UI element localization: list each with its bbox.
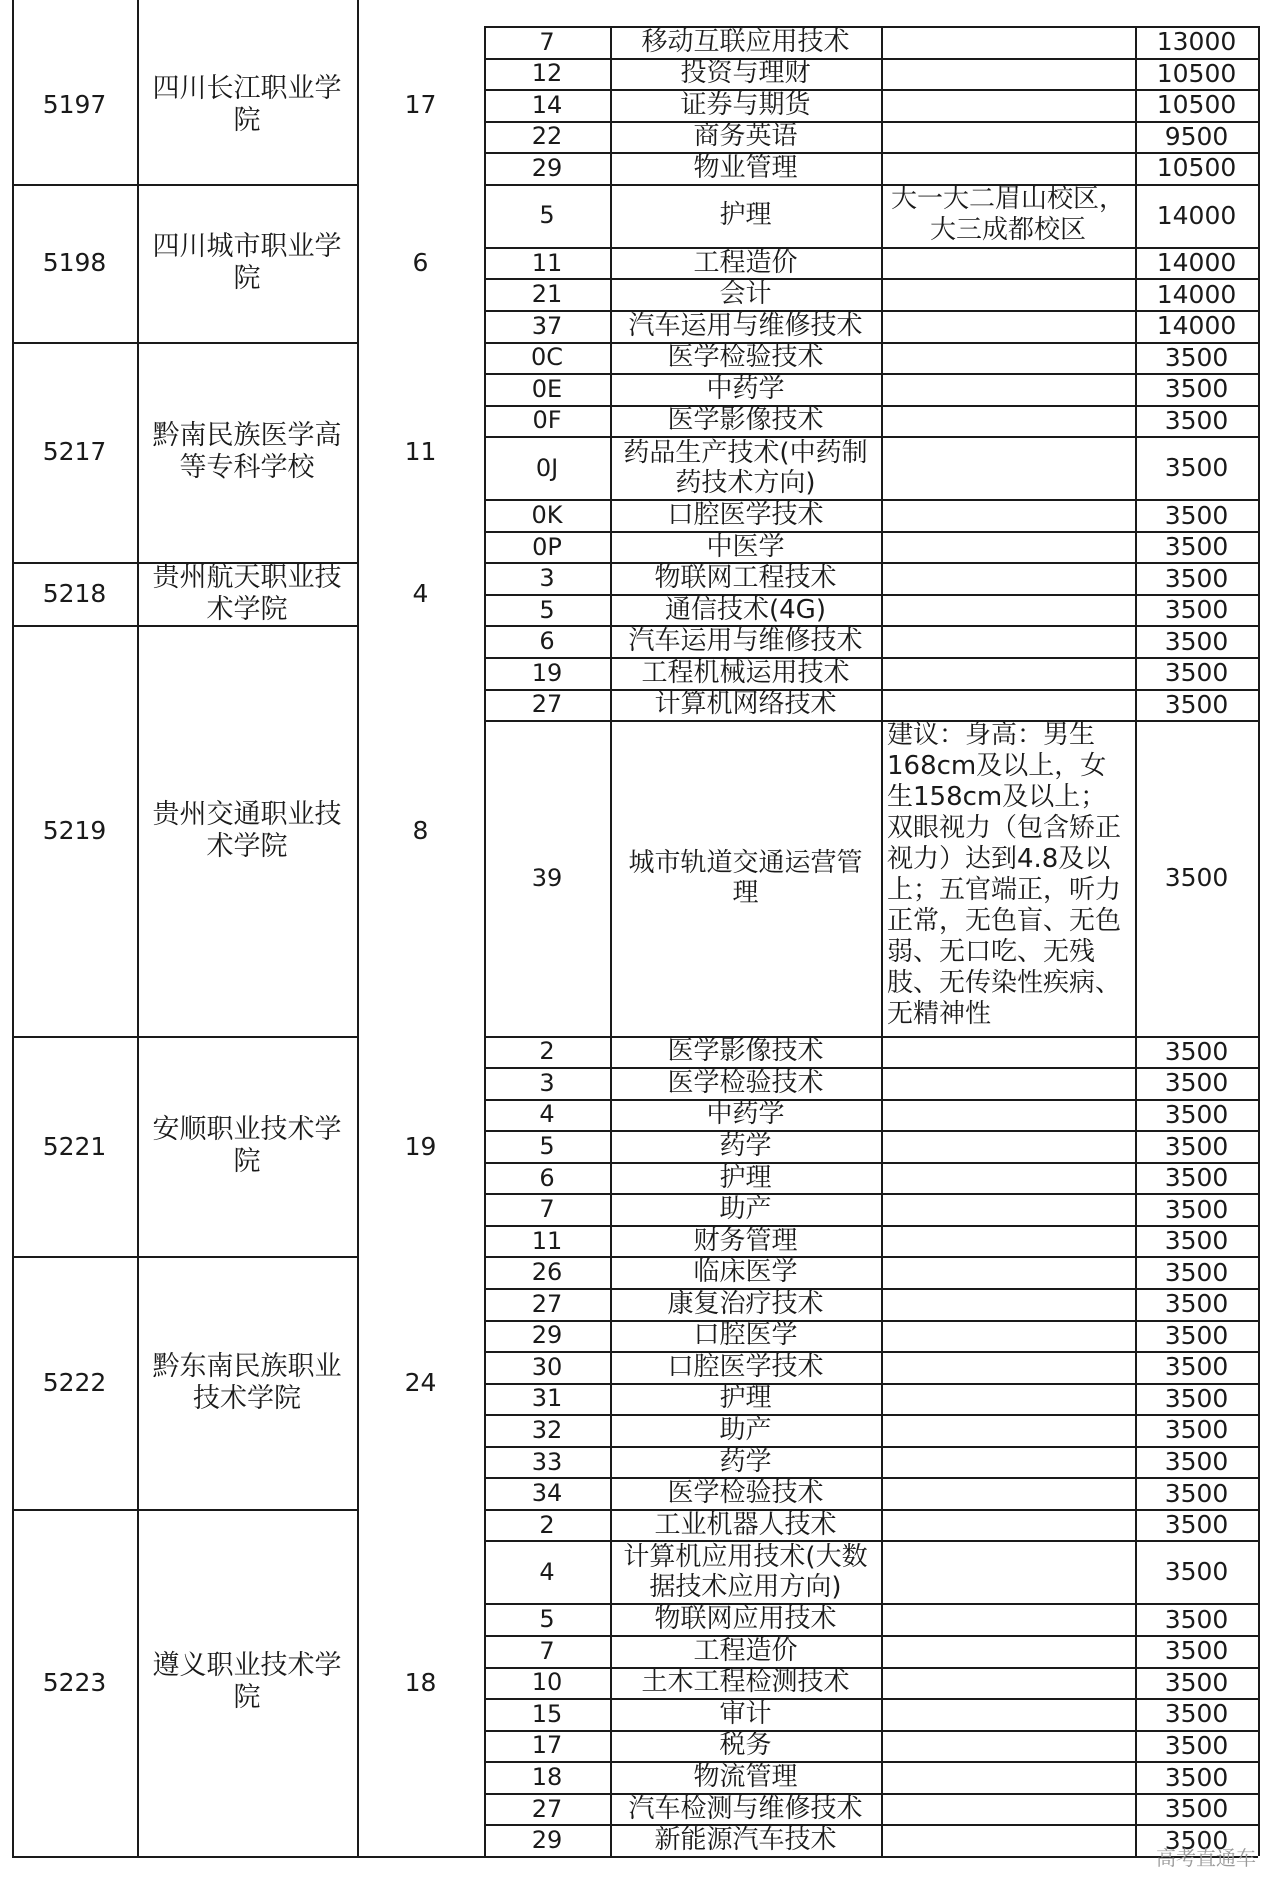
remark-cell: 大一大二眉山校区，大三成都校区 [890, 184, 1125, 246]
grid-line [1258, 26, 1260, 1856]
major-code-cell: 27 [531, 690, 563, 719]
major-name-cell: 移动互联应用技术 [641, 26, 850, 57]
remark-cell [881, 1225, 1135, 1257]
tuition-cell: 3500 [1164, 1415, 1229, 1445]
watermark-text: 高考直通车 [1156, 1846, 1256, 1870]
tuition-cell: 3500 [1164, 563, 1229, 593]
plan-count-cell: 19 [404, 1131, 437, 1161]
major-name-cell: 中药学 [706, 1099, 785, 1130]
remark-cell [881, 152, 1135, 184]
tuition-cell: 3500 [1164, 1099, 1229, 1129]
major-code-cell: 4 [539, 1100, 555, 1129]
school-name-cell: 黔南民族医学高等专科学校 [152, 419, 342, 483]
remark-cell [881, 1604, 1135, 1636]
tuition-cell: 14000 [1156, 200, 1237, 230]
tuition-cell: 10500 [1156, 153, 1237, 183]
school-name-cell: 贵州航天职业技术学院 [152, 561, 342, 625]
major-name-cell: 物联网应用技术 [654, 1604, 837, 1635]
tuition-cell: 3500 [1164, 1289, 1229, 1319]
major-code-cell: 4 [539, 1557, 555, 1586]
tuition-cell: 3500 [1164, 1194, 1229, 1224]
grid-line [610, 26, 612, 1856]
major-code-cell: 5 [539, 1132, 555, 1161]
major-code-cell: 27 [531, 1289, 563, 1318]
school-code-cell: 5219 [42, 816, 107, 845]
grid-line [1135, 26, 1137, 1856]
major-code-cell: 0C [530, 343, 564, 372]
school-code-cell: 5221 [42, 1131, 107, 1161]
tuition-cell: 9500 [1164, 121, 1229, 151]
remark-cell [881, 1698, 1135, 1730]
school-name-cell: 黔东南民族职业技术学院 [152, 1350, 342, 1414]
tuition-cell: 3500 [1164, 1730, 1229, 1760]
tuition-cell: 3500 [1164, 595, 1229, 625]
major-code-cell: 14 [531, 90, 563, 119]
major-code-cell: 3 [539, 564, 555, 593]
remark-cell [881, 1414, 1135, 1446]
tuition-cell: 10500 [1156, 58, 1237, 88]
major-code-cell: 33 [531, 1447, 563, 1476]
remark-cell [881, 373, 1135, 405]
major-name-cell: 审计 [719, 1698, 772, 1729]
tuition-cell: 3500 [1164, 1699, 1229, 1729]
tuition-cell: 3500 [1164, 1257, 1229, 1287]
tuition-cell: 3500 [1164, 1036, 1229, 1066]
tuition-cell: 3500 [1164, 689, 1229, 719]
tuition-cell: 3500 [1164, 453, 1229, 483]
remark-cell [881, 499, 1135, 531]
major-code-cell: 0P [532, 532, 562, 561]
remark-cell [881, 247, 1135, 279]
tuition-cell: 3500 [1164, 1383, 1229, 1413]
tuition-cell: 3500 [1164, 1352, 1229, 1382]
tuition-cell: 3500 [1164, 658, 1229, 688]
major-code-cell: 10 [531, 1668, 563, 1697]
remark-cell [881, 342, 1135, 374]
tuition-cell: 3500 [1164, 1636, 1229, 1666]
major-name-cell: 中医学 [706, 531, 785, 562]
tuition-cell: 14000 [1156, 279, 1237, 309]
major-name-cell: 工程机械运用技术 [641, 657, 850, 688]
school-name-cell: 贵州交通职业技术学院 [152, 798, 342, 862]
major-name-cell: 通信技术(4G) [665, 594, 826, 625]
remark-cell [881, 405, 1135, 437]
remark-cell [881, 1099, 1135, 1131]
tuition-cell: 10500 [1156, 90, 1237, 120]
major-code-cell: 34 [531, 1479, 563, 1508]
major-name-cell: 物流管理 [693, 1762, 798, 1793]
major-name-cell: 助产 [719, 1414, 772, 1445]
tuition-cell: 13000 [1156, 27, 1237, 57]
major-name-cell: 工程造价 [693, 247, 798, 278]
plan-count-cell: 8 [412, 816, 429, 845]
remark-cell [881, 1793, 1135, 1825]
major-code-cell: 30 [531, 1352, 563, 1381]
remark-cell [881, 594, 1135, 626]
major-code-cell: 2 [539, 1510, 555, 1539]
major-name-cell: 临床医学 [693, 1257, 798, 1288]
major-name-cell: 财务管理 [693, 1225, 798, 1256]
plan-count-cell: 17 [404, 90, 437, 120]
grid-line [137, 0, 139, 1856]
tuition-cell: 3500 [1164, 1762, 1229, 1792]
major-name-cell: 医学影像技术 [667, 405, 824, 436]
remark-cell [881, 531, 1135, 563]
major-name-cell: 工程造价 [693, 1635, 798, 1666]
major-name-cell: 计算机应用技术(大数据技术应用方向) [623, 1541, 868, 1602]
major-name-cell: 药学 [719, 1131, 772, 1162]
major-code-cell: 37 [531, 311, 563, 340]
remark-cell [881, 58, 1135, 90]
major-name-cell: 投资与理财 [680, 58, 811, 89]
major-name-cell: 口腔医学技术 [667, 500, 824, 531]
school-name-cell: 遵义职业技术学院 [152, 1650, 342, 1714]
remark-cell [881, 1667, 1135, 1699]
tuition-cell: 3500 [1164, 1320, 1229, 1350]
major-code-cell: 31 [531, 1384, 563, 1413]
major-name-cell: 工业机器人技术 [654, 1509, 837, 1540]
grid-line [484, 26, 486, 1856]
major-code-cell: 0J [535, 453, 559, 482]
major-code-cell: 26 [531, 1258, 563, 1287]
major-name-cell: 汽车运用与维修技术 [628, 626, 863, 657]
tuition-cell: 3500 [1164, 1226, 1229, 1256]
tuition-cell: 3500 [1164, 532, 1229, 562]
major-name-cell: 商务英语 [693, 121, 798, 152]
school-code-cell: 5217 [42, 437, 107, 467]
major-name-cell: 医学影像技术 [667, 1036, 824, 1067]
grid-line [12, 0, 14, 1856]
tuition-cell: 3500 [1164, 1667, 1229, 1697]
remark-cell [881, 1383, 1135, 1415]
major-code-cell: 0K [531, 501, 563, 530]
remark-cell [881, 1193, 1135, 1225]
tuition-cell: 3500 [1164, 1604, 1229, 1634]
remark-cell [881, 1130, 1135, 1162]
tuition-cell: 3500 [1164, 1510, 1229, 1540]
major-code-cell: 7 [539, 27, 555, 56]
major-code-cell: 29 [531, 1321, 563, 1350]
remark-cell: 建议：身高：男生168cm及以上，女生158cm及以上；双眼视力（包含矫正视力）达到4.8及以上；五官端正，听力正常，无色盲、无色弱、无口吃、无残肢、无传染性疾病、无精神性 [887, 720, 1122, 1030]
remark-cell [881, 1036, 1135, 1068]
major-code-cell: 11 [531, 1226, 563, 1255]
major-name-cell: 计算机网络技术 [654, 689, 837, 720]
major-code-cell: 2 [539, 1037, 555, 1066]
major-name-cell: 证券与期货 [680, 89, 811, 120]
major-code-cell: 0E [531, 374, 563, 403]
tuition-cell: 3500 [1164, 1131, 1229, 1161]
grid-line [357, 0, 359, 1856]
tuition-cell: 3500 [1164, 1447, 1229, 1477]
tuition-cell: 3500 [1164, 1557, 1229, 1587]
major-code-cell: 6 [539, 627, 555, 656]
major-code-cell: 0F [532, 406, 562, 435]
school-name-cell: 四川长江职业学院 [152, 72, 342, 136]
major-code-cell: 29 [531, 1826, 563, 1855]
major-name-cell: 会计 [719, 279, 772, 310]
school-name-cell: 安顺职业技术学院 [152, 1114, 342, 1178]
plan-count-cell: 18 [404, 1667, 437, 1697]
major-code-cell: 27 [531, 1794, 563, 1823]
major-name-cell: 口腔医学 [693, 1320, 798, 1351]
major-code-cell: 18 [531, 1763, 563, 1792]
major-code-cell: 29 [531, 153, 563, 182]
major-name-cell: 助产 [719, 1194, 772, 1225]
major-code-cell: 32 [531, 1415, 563, 1444]
major-code-cell: 5 [539, 201, 555, 230]
major-name-cell: 城市轨道交通运营管理 [628, 847, 863, 908]
remark-cell [881, 562, 1135, 594]
major-name-cell: 护理 [719, 1383, 772, 1414]
major-name-cell: 物业管理 [693, 152, 798, 183]
plan-count-cell: 11 [404, 437, 437, 467]
major-name-cell: 药品生产技术(中药制药技术方向) [623, 437, 868, 498]
remark-cell [881, 1256, 1135, 1288]
major-name-cell: 汽车检测与维修技术 [628, 1793, 863, 1824]
remark-cell [881, 1730, 1135, 1762]
major-name-cell: 汽车运用与维修技术 [628, 310, 863, 341]
remark-cell [881, 1477, 1135, 1509]
tuition-cell: 3500 [1164, 626, 1229, 656]
remark-cell [881, 310, 1135, 342]
major-name-cell: 税务 [719, 1730, 772, 1761]
remark-cell [881, 1824, 1135, 1856]
major-code-cell: 17 [531, 1731, 563, 1760]
major-name-cell: 物联网工程技术 [654, 563, 837, 594]
major-code-cell: 3 [539, 1068, 555, 1097]
tuition-cell: 3500 [1164, 374, 1229, 404]
major-code-cell: 12 [531, 59, 563, 88]
major-code-cell: 7 [539, 1195, 555, 1224]
remark-cell [881, 26, 1135, 58]
tuition-cell: 3500 [1164, 1794, 1229, 1824]
remark-cell [881, 625, 1135, 657]
major-code-cell: 7 [539, 1636, 555, 1665]
remark-cell [881, 278, 1135, 310]
tuition-cell: 14000 [1156, 248, 1237, 278]
tuition-cell: 14000 [1156, 311, 1237, 341]
major-code-cell: 6 [539, 1163, 555, 1192]
remark-cell [881, 1635, 1135, 1667]
tuition-cell: 3500 [1164, 405, 1229, 435]
major-name-cell: 护理 [719, 1162, 772, 1193]
major-code-cell: 5 [539, 1605, 555, 1634]
remark-cell [881, 121, 1135, 153]
plan-count-cell: 24 [404, 1368, 437, 1398]
remark-cell [881, 1351, 1135, 1383]
school-code-cell: 5218 [42, 579, 107, 609]
remark-cell [881, 657, 1135, 689]
remark-cell [881, 1446, 1135, 1478]
major-name-cell: 新能源汽车技术 [654, 1825, 837, 1856]
school-code-cell: 5198 [42, 248, 107, 278]
plan-count-cell: 4 [412, 579, 429, 609]
remark-cell [881, 1320, 1135, 1352]
tuition-cell: 3500 [1164, 1068, 1229, 1098]
major-code-cell: 15 [531, 1699, 563, 1728]
tuition-cell: 3500 [1164, 863, 1229, 893]
major-name-cell: 医学检验技术 [667, 1067, 824, 1098]
tuition-cell: 3500 [1164, 1163, 1229, 1193]
plan-count-cell: 6 [412, 248, 429, 278]
major-code-cell: 21 [531, 280, 563, 309]
major-code-cell: 5 [539, 595, 555, 624]
remark-cell [881, 89, 1135, 121]
school-code-cell: 5197 [42, 90, 107, 120]
tuition-cell: 3500 [1164, 500, 1229, 530]
school-code-cell: 5222 [42, 1368, 107, 1398]
major-code-cell: 22 [531, 122, 563, 151]
school-code-cell: 5223 [42, 1667, 107, 1697]
major-name-cell: 口腔医学技术 [667, 1351, 824, 1382]
major-name-cell: 药学 [719, 1446, 772, 1477]
grid-line [12, 1856, 1258, 1858]
major-name-cell: 医学检验技术 [667, 342, 824, 373]
tuition-cell: 3500 [1164, 1825, 1229, 1855]
major-name-cell: 医学检验技术 [667, 1478, 824, 1509]
remark-cell [881, 1540, 1135, 1603]
remark-cell [881, 1761, 1135, 1793]
remark-cell [881, 1067, 1135, 1099]
tuition-cell: 3500 [1164, 342, 1229, 372]
remark-cell [881, 1509, 1135, 1541]
major-code-cell: 39 [531, 863, 563, 892]
major-code-cell: 19 [531, 658, 563, 687]
tuition-cell: 3500 [1164, 1478, 1229, 1508]
major-code-cell: 11 [531, 248, 563, 277]
remark-cell [881, 1288, 1135, 1320]
school-name-cell: 四川城市职业学院 [152, 230, 342, 294]
major-name-cell: 中药学 [706, 373, 785, 404]
remark-cell [881, 436, 1135, 499]
remark-cell [881, 1162, 1135, 1194]
major-name-cell: 护理 [719, 200, 772, 231]
major-name-cell: 康复治疗技术 [667, 1288, 824, 1319]
remark-cell [881, 689, 1135, 721]
grid-line [881, 26, 883, 1856]
major-name-cell: 土木工程检测技术 [641, 1667, 850, 1698]
